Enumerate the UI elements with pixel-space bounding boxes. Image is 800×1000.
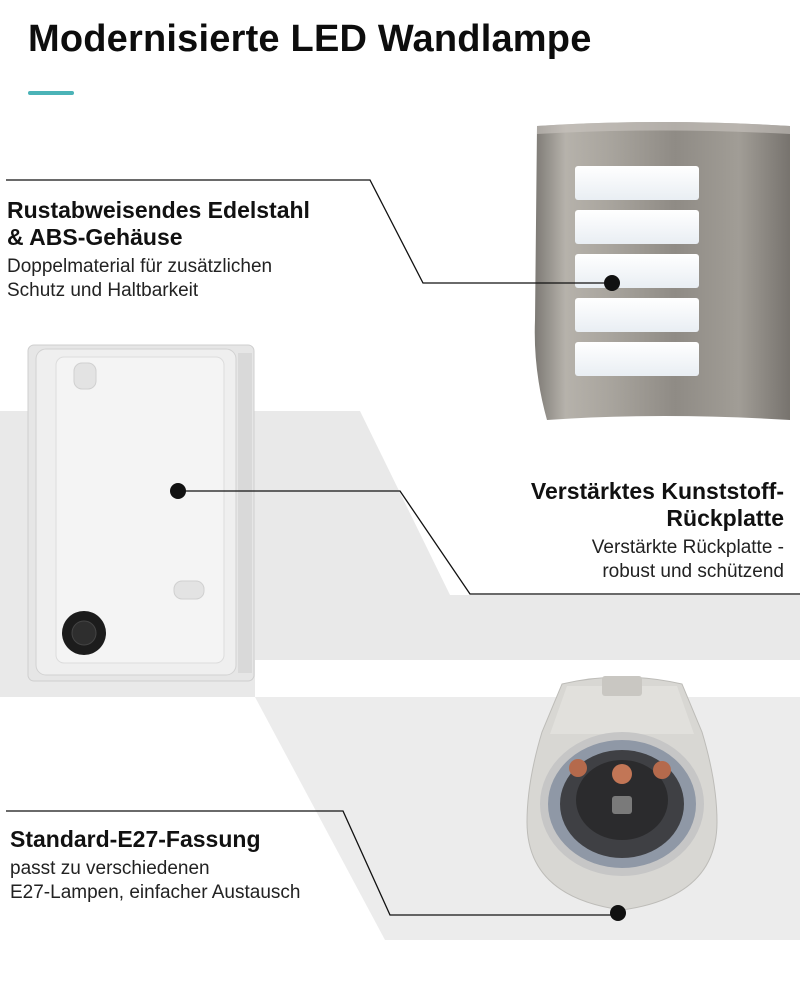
feature-backplate (424, 478, 784, 584)
feature-backplate-desc-line: Verstärkte Rückplatte - (591, 537, 784, 558)
feature-socket-desc-line: E27-Lampen, einfacher Austausch (10, 882, 301, 903)
feature-backplate-title-line: Verstärktes Kunststoff- (530, 478, 784, 504)
feature-housing (7, 197, 387, 303)
feature-socket-title (10, 826, 390, 853)
feature-backplate-title-line: Rückplatte (666, 505, 784, 531)
feature-housing-desc-line: Doppelmaterial für zusätzlichen (7, 256, 273, 277)
feature-housing-title (7, 197, 387, 251)
feature-housing-desc (7, 255, 387, 303)
feature-housing-desc-line: Schutz und Haltbarkeit (7, 280, 199, 301)
page-title: Modernisierte LED Wandlampe (28, 18, 592, 60)
feature-backplate-title (424, 478, 784, 532)
leader-dot-1 (604, 275, 620, 291)
feature-socket (10, 826, 390, 905)
feature-socket-desc-line: passt zu verschiedenen (10, 858, 210, 879)
feature-socket-title-line: Standard-E27-Fassung (10, 826, 261, 852)
leader-dot-2 (170, 483, 186, 499)
leader-dot-3 (610, 905, 626, 921)
feature-housing-title-line: & ABS-Gehäuse (7, 224, 183, 250)
feature-backplate-desc (424, 536, 784, 584)
feature-socket-desc (10, 857, 390, 905)
feature-housing-title-line: Rustabweisendes Edelstahl (7, 197, 310, 223)
feature-backplate-desc-line: robust und schützend (602, 561, 784, 582)
